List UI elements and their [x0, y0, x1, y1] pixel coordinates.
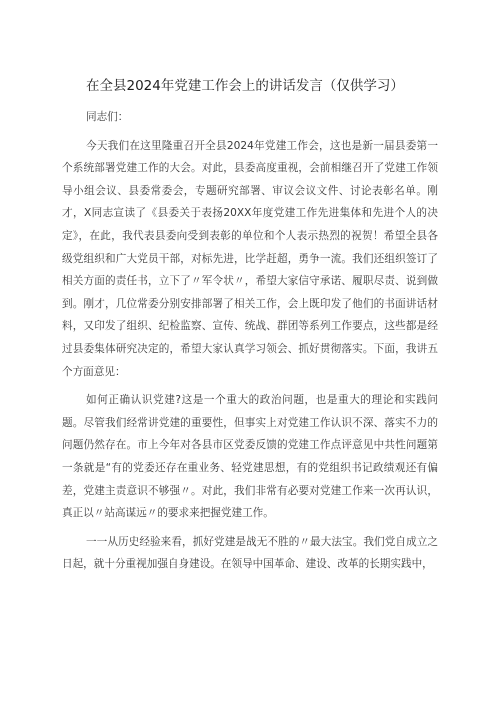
document-body: [62, 106, 438, 582]
paragraph-opening: 今天我们在这里隆重召开全县2024年党建工作会，这也是新一届县委第一个系统部署党建工作的大会。对此，县委高度重视，会前相继召开了党建工作领导小组会议、县委常委会，专题研究部署、审议会议文件、讨论表彰名单。刚才，X同志宣读了《县委关于表扬20XX年度党建工作先进集体和先进个人的决定》，在此，我代表县委向受到表彰的单位和个人表示热烈的祝贺！希望全县各级党组织和广大党员干部，对标先进，比学赶超，勇争一流。我们还组织签订了相关方面的责任书，立下了〃军令状〃，希望大家信守承诺、履职尽责、说到做到。刚才，几位常委分别安排部署了相关工作，会上既印发了他们的书面讲话材料，又印发了组织、纪检监察、宣传、统战、群团等系列工作要点，这些都是经过县委集体研究决定的，希望大家认真学习领会、抓好贯彻落实。下面，我讲五个方面意见：: [62, 139, 438, 378]
paragraph-history: 一一从历史经验来看，抓好党建是战无不胜的〃最大法宝。我们党自成立之日起，就十分重视加强自身建设。在领导中国革命、建设、改革的长期实践中，: [62, 535, 438, 571]
page-title: 在全县2024年党建工作会上的讲话发言（仅供学习）: [86, 78, 404, 94]
paragraph-understanding: 如何正确认识党建?这是一个重大的政治问题，也是重大的理论和实践问题。尽管我们经常讲党建的重要性，但事实上对党建工作认识不深、落实不力的问题仍然存在。市上今年对各县市区党委反馈的党建工作点评意见中共性问题第一条就是“有的党委还存在重业务、轻党建思想，有的党组织书记政绩观还有偏差，党建主责意识不够强〃。对此，我们非常有必要对党建工作来一次再认识，真正以〃站高谋远〃的要求来把握党建工作。: [62, 394, 438, 520]
salutation: 同志们：: [86, 111, 129, 123]
